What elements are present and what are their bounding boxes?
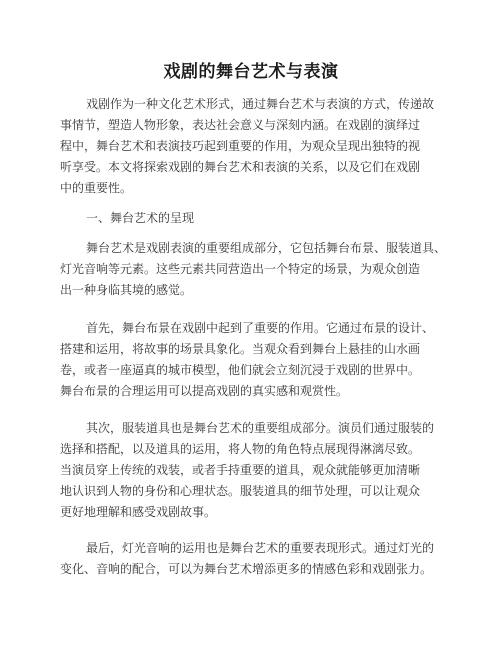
text-line: 舞台艺术是戏剧表演的重要组成部分，它包括舞台布景、服装道具、: [86, 241, 447, 255]
text-line: 变化、音响的配合，可以为舞台艺术增添更多的情感色彩和戏剧张力。: [60, 562, 433, 576]
section-heading: 一、舞台艺术的呈现: [86, 211, 195, 225]
text-line: 选择和搭配，以及道具的运用，将人物的角色特点展现得淋漓尽致。: [60, 442, 421, 456]
paragraph-intro: [60, 94, 460, 199]
paragraph-stage-art: [60, 238, 460, 301]
text-line: 最后，灯光音响的运用也是舞台艺术的重要表现形式。通过灯光的: [86, 541, 435, 555]
text-line: 戏剧作为一种文化艺术形式，通过舞台艺术与表演的方式，传递故: [86, 97, 435, 111]
text-line: 首先，舞台布景在戏剧中起到了重要的作用。它通过布景的设计、: [86, 321, 435, 335]
document-title: 戏剧的舞台艺术与表演: [163, 62, 339, 82]
text-line: 舞台布景的合理运用可以提高戏剧的真实感和观赏性。: [60, 384, 349, 398]
text-line: 地认识到人物的身份和心理状态。服装道具的细节处理，可以让观众: [60, 484, 421, 498]
text-line: 灯光音响等元素。这些元素共同营造出一个特定的场景，为观众创造: [60, 262, 421, 276]
text-line: 当演员穿上传统的戏装，或者手持重要的道具，观众就能够更加清晰: [60, 463, 421, 477]
text-line: 事情节，塑造人物形象，表达社会意义与深刻内涵。在戏剧的演绎过: [60, 118, 421, 132]
text-line: 其次，服装道具也是舞台艺术的重要组成部分。演员们通过服装的: [86, 421, 435, 435]
paragraph-costume-props: [60, 418, 460, 523]
text-line: 程中，舞台艺术和表演技巧起到重要的作用，为观众呈现出独特的视: [60, 139, 421, 153]
text-line: 搭建和运用，将故事的场景具象化。当观众看到舞台上悬挂的山水画: [60, 342, 421, 356]
paragraph-lighting-sound: [60, 538, 460, 580]
text-line: 卷，或者一座逼真的城市模型，他们就会立刻沉浸于戏剧的世界中。: [60, 363, 421, 377]
text-line: 出一种身临其境的感觉。: [60, 283, 193, 297]
text-line: 更好地理解和感受戏剧故事。: [60, 505, 217, 519]
text-line: 中的重要性。: [60, 181, 133, 195]
paragraph-stage-set: [60, 318, 460, 402]
text-line: 听享受。本文将探索戏剧的舞台艺术和表演的关系，以及它们在戏剧: [60, 160, 421, 174]
